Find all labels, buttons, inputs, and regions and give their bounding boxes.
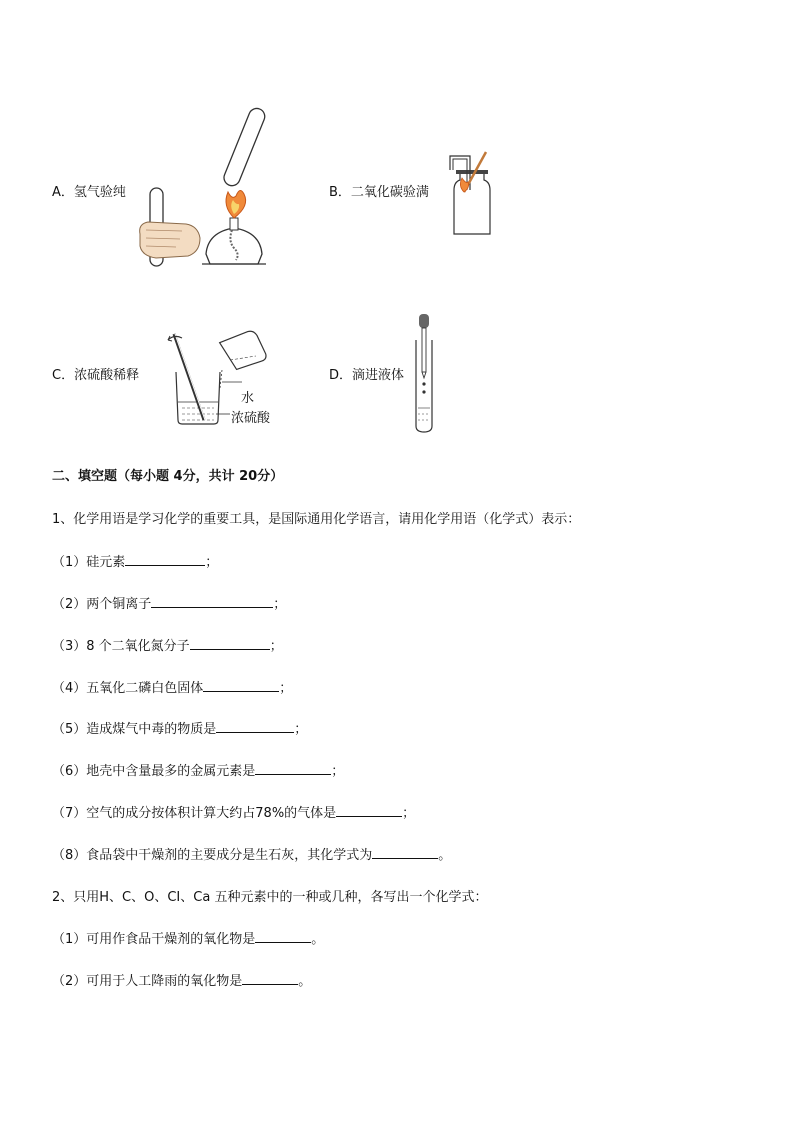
q1-item-5 (52, 718, 307, 737)
answer-blank[interactable] (203, 679, 279, 692)
option-c-label: C．浓硫酸稀释 (52, 368, 140, 383)
section-title: 二、填空题（每小题 4分，共计 20分） (52, 469, 284, 484)
q1-item-8-text: （8）食品袋中干燥剂的主要成分是生石灰，其化学式为 (52, 848, 373, 863)
answer-blank[interactable] (336, 804, 402, 817)
q1-item-6-text: （6）地壳中含量最多的金属元素是 (52, 764, 256, 779)
q1-item-3-punct: ； (269, 639, 283, 654)
water-label: 水 (241, 391, 255, 406)
option-b-label: B．二氧化碳验满 (329, 185, 429, 200)
q1-item-3 (52, 635, 283, 654)
option-d-label: D．滴进液体 (329, 368, 405, 383)
answer-blank[interactable] (242, 972, 298, 985)
q1-item-2 (52, 593, 286, 612)
answer-blank[interactable] (372, 846, 438, 859)
q1-item-5-text: （5）造成煤气中毒的物质是 (52, 722, 217, 737)
q1-item-4 (52, 677, 292, 696)
option-a-label: A．氢气验纯 (52, 185, 126, 200)
q1-item-5-punct: ； (294, 722, 308, 737)
q2-item-1-text: （1）可用作食品干燥剂的氧化物是 (52, 932, 256, 947)
answer-blank[interactable] (255, 762, 331, 775)
q1-item-6 (52, 760, 344, 779)
q1-item-4-punct: ； (279, 681, 293, 696)
q1-item-1 (52, 551, 218, 570)
answer-blank[interactable] (216, 720, 294, 733)
q1-item-7-text: （7）空气的成分按体积计算大约占78%的气体是 (52, 806, 337, 821)
q1-item-3-text: （3）8 个二氧化氮分子 (52, 639, 190, 654)
co2-full-test-illustration (446, 150, 496, 236)
q1-item-1-punct: ； (205, 555, 219, 570)
answer-blank[interactable] (255, 930, 311, 943)
q1-item-4-text: （4）五氧化二磷白色固体 (52, 681, 204, 696)
q2-item-1-punct: 。 (311, 932, 325, 947)
q2-item-2 (52, 970, 311, 989)
q1-item-1-text: （1）硅元素 (52, 555, 126, 570)
q1-item-8 (52, 844, 451, 863)
concentrated-acid-label: 浓硫酸 (231, 411, 271, 426)
answer-blank[interactable] (125, 553, 205, 566)
question-2-stem: 2、只用H、C、O、CI、Ca 五种元素中的一种或几种，各写出一个化学式： (52, 890, 488, 905)
q1-item-7-punct: ； (402, 806, 416, 821)
dropper-in-test-tube-illustration (412, 312, 436, 434)
q1-item-2-text: （2）两个铜离子 (52, 597, 152, 612)
q1-item-2-punct: ； (273, 597, 287, 612)
q1-item-7 (52, 802, 415, 821)
q2-item-1 (52, 928, 324, 947)
answer-blank[interactable] (151, 595, 273, 608)
q1-item-6-punct: ； (331, 764, 345, 779)
question-1-stem: 1、化学用语是学习化学的重要工具，是国际通用化学语言，请用化学用语（化学式）表示： (52, 512, 581, 527)
q2-item-2-punct: 。 (298, 974, 312, 989)
q1-item-8-punct: 。 (438, 848, 452, 863)
hydrogen-purity-test-illustration (136, 106, 276, 268)
q2-item-2-text: （2）可用于人工降雨的氧化物是 (52, 974, 243, 989)
answer-blank[interactable] (190, 637, 270, 650)
